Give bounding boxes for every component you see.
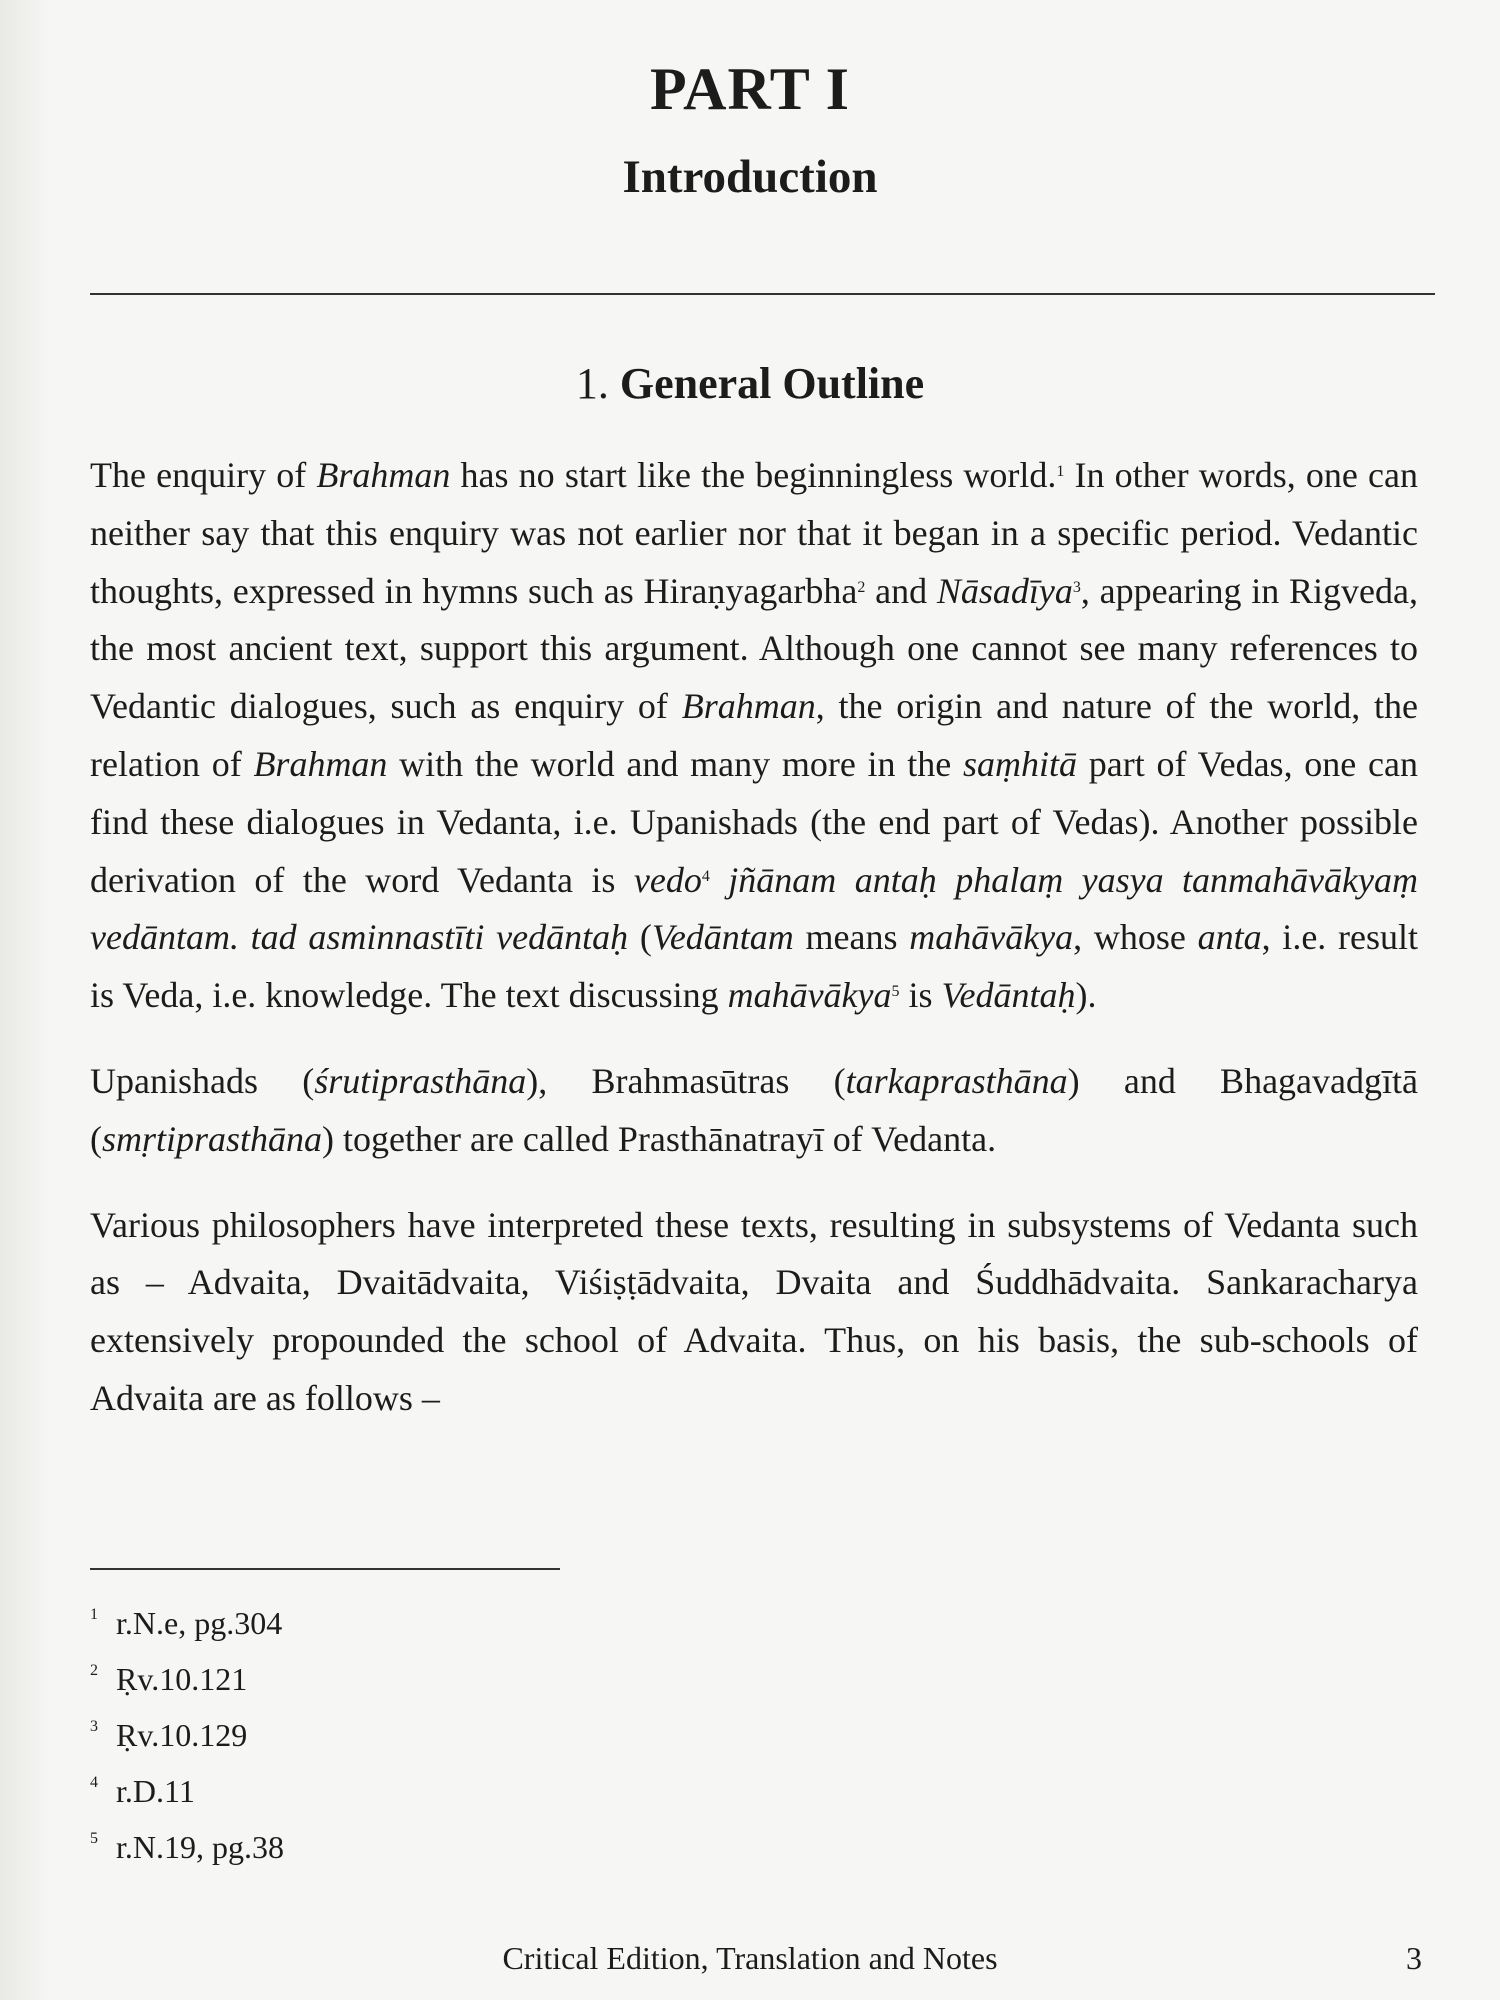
text-run: is <box>899 975 942 1016</box>
italic-term: Brahman <box>681 686 816 727</box>
footnote <box>90 1763 284 1819</box>
page-number: 3 <box>1406 1940 1422 1976</box>
italic-term: jñānam antaḥ phalaṃ yasya tanmahāvākyaṃ vedāntam. tad asminnastīti vedāntaḥ <box>90 859 1418 958</box>
footnote <box>90 1707 284 1763</box>
text-run: and <box>865 570 937 611</box>
italic-term: anta <box>1197 917 1262 958</box>
text-run: ), Brahmasūtras ( <box>526 1060 846 1101</box>
running-footer: Critical Edition, Translation and Notes <box>502 1940 998 1976</box>
paragraph <box>90 1053 1418 1169</box>
paragraph <box>90 1197 1418 1428</box>
footnote <box>90 1651 284 1707</box>
italic-term: Brahman <box>253 743 388 784</box>
footnote <box>90 1595 284 1651</box>
italic-term: śrutiprasthāna <box>314 1060 527 1101</box>
footnote-number: 5 <box>90 1830 98 1847</box>
text-run: ( <box>628 917 652 958</box>
text-run: , the origin and nature of the world, the relation of <box>90 686 1418 784</box>
text-run: part of Vedas, one can find these dialogues in Vedanta, i.e. Upanishads (the end part of Vedas). Another possible derivation of the word Vedanta is <box>90 743 1418 900</box>
paragraph <box>90 447 1418 1025</box>
italic-term: Vedāntam <box>651 917 794 958</box>
footnote-text: Ṛv.10.121 <box>116 1661 248 1697</box>
footnotes <box>90 1595 284 1875</box>
italic-term: mahāvākya <box>909 917 1074 958</box>
footnote-ref: 1 <box>1056 463 1065 480</box>
footnote-divider <box>90 1568 560 1570</box>
footnote-number: 4 <box>90 1774 98 1791</box>
text-run: , i.e. result is Veda, i.e. knowledge. The text discussing <box>90 917 1418 1016</box>
footnote-number: 2 <box>90 1662 98 1679</box>
part-heading: PART I <box>649 56 851 122</box>
footnote <box>90 1819 284 1875</box>
section-title: General Outline <box>619 359 925 408</box>
text-run: with the world and many more in the <box>387 743 964 784</box>
text-run: , whose <box>1073 917 1198 958</box>
italic-term: tarkaprasthāna <box>845 1060 1068 1101</box>
footnote-number: 3 <box>90 1718 98 1735</box>
footnote-text: r.D.11 <box>116 1773 195 1809</box>
italic-term: Nāsadīya <box>936 570 1073 611</box>
italic-term: mahāvākya <box>727 975 892 1016</box>
italic-term: Brahman <box>316 455 451 495</box>
footnote-ref: 2 <box>857 578 866 596</box>
page-gutter-shadow <box>0 0 52 2000</box>
footnote-ref: 3 <box>1072 578 1081 596</box>
text-run: Various philosophers have interpreted these texts, resulting in subsystems of Vedanta such as – Advaita, Dvaitādvaita, Viśiṣṭādvaita, Dvaita and Śuddhādvaita. Sankaracharya extensively propounded the school of Advaita. Thus, on his basis, the sub-schools of Advaita are as follows – <box>90 1204 1418 1418</box>
body-text <box>90 447 1418 1456</box>
chapter-heading: Introduction <box>622 151 878 203</box>
heading-divider <box>90 293 1435 295</box>
text-run: The enquiry of <box>90 455 317 495</box>
italic-term: smṛtiprasthāna <box>102 1118 323 1159</box>
footnote-ref: 4 <box>701 867 710 885</box>
text-run: ) together are called Prasthānatrayī of Vedanta. <box>322 1118 997 1159</box>
italic-term: Vedāntaḥ <box>941 975 1076 1016</box>
italic-term: vedo <box>633 859 702 900</box>
text-run: , appearing in Rigveda, the most ancient text, support this argument. Although one cannot see many references to Vedantic dialogues, such as enquiry of <box>90 570 1418 727</box>
footnote-text: r.N.19, pg.38 <box>116 1829 284 1865</box>
text-run: has no start like the beginningless world. <box>450 455 1057 495</box>
text-run: ). <box>1075 975 1097 1016</box>
footnote-text: r.N.e, pg.304 <box>116 1605 283 1641</box>
section-number: 1. <box>575 359 609 408</box>
footnote-text: Ṛv.10.129 <box>116 1717 248 1753</box>
text-run: means <box>793 917 910 958</box>
footnote-number: 1 <box>90 1606 98 1623</box>
text-run: Upanishads ( <box>90 1060 315 1101</box>
text-run: ) and Bhagavadgītā ( <box>90 1060 1418 1159</box>
italic-term: saṃhitā <box>963 743 1078 784</box>
footnote-ref: 5 <box>891 983 900 1001</box>
section-heading <box>0 358 1500 409</box>
text-run: In other words, one can neither say that this enquiry was not earlier nor that it began in a specific period. Vedantic thoughts, expressed in hymns such as Hiraṇyagarbha <box>90 455 1419 611</box>
